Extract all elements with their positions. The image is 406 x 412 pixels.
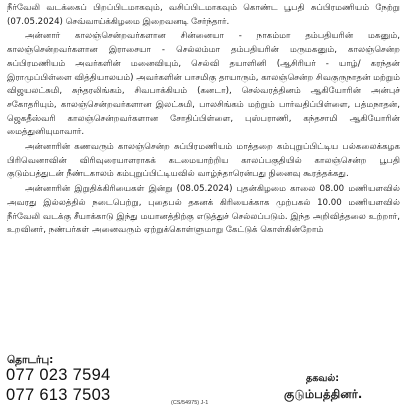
reference-code: (CS/54975) J-1: [171, 400, 209, 406]
source-name: குடும்பத்தினர்.: [284, 387, 363, 401]
obituary-notice: [7, 2, 400, 238]
contact-phone-1: 077 023 7594: [6, 366, 111, 384]
notice-paragraph-remembrance: அன்னாரின் கணவரும் காலஞ்சென்ற சுப்பிரமணியம் மாத்தறை கம்புறுப்பிட்டிய பல்கலைக்கழக பிரிவெனாவின் விரிவுரையாளராகக் கடமையாற்றிய காலப்பகுதியில் காலஞ்சென்ற பூபதி குடும்பத்துடன் நீண்டகாலம் கம்புறுப்பிட்டியவில் வாழ்ந்தாரென்பது நினைவு கூரத்தக்கது.: [7, 142, 400, 180]
contact-label: தொடர்பு:: [7, 354, 54, 366]
source-label: தகவல்:: [306, 373, 340, 384]
contact-phone-2: 077 613 7503: [6, 386, 111, 404]
notice-paragraph-death-announcement: நீர்வேலி வடக்கைப் பிறப்பிடமாகவும், வசிப்பிடமாகவும் கொண்ட பூபதி சுப்பிரமணியம் நேற்று (07.05.2024) செவ்வாய்க்கிழமை இறைவனடி சேர்ந்தார்.: [7, 3, 400, 27]
notice-footer: [0, 354, 406, 412]
notice-paragraph-family: அன்னார் காலஞ்சென்றவர்களான சின்னையா - நாகம்மா தம்பதியரின் மகனும், காலஞ்சென்றவர்களான இராசையா - செல்லம்மா தம்பதியரின் மருமகனும், காலஞ்சென்ற சுப்பிரமணியம் அவர்களின் மனைவியும், செல்வி தயாளினி (ஆசிரியர் - யாழ்/ கரந்தன் இராமுப்பிள்ளை வித்தியாலயம்) அவர்களின் பாசமிகு தாயாரும், காலஞ்சென்ற சிவகுருநாதன் மற்றும் விஜயலட்சுமி, சுந்தரலிங்கம், சிவபாக்கியம் (கனடா), செல்வரத்தினம் ஆகியோரின் அன்புச் சகோதரியும், காலஞ்சென்றவர்களான இலட்சுமி, பாலசிங்கம் மற்றும் பார்வதிப்பிள்ளை, பத்மநாதன், ஜெகதீஸ்வரி காலஞ்சென்றவர்களான சோதிப்பிள்ளை, புஸ்பராணி, கந்தசாமி ஆகியோரின் மைத்துனியுமாவார்.: [7, 31, 401, 138]
notice-paragraph-funeral-details: அன்னாரின் இறுதிக்கிரியைகள் இன்று (08.05.2024) புதன்கிழமை காலை 08.00 மணியளவில் அவரது இல்லத்தில் நடைபெற்று, புதைபல் தகனக் கிரியைக்காக முற்பகல் 10.00 மணியளவில் நீர்வேலி வடக்கு சீயாக்காடு இந்து மயானத்திற்கு எடுத்துச் செல்லப்படும். இந்த அறிவித்தலை உற்றார், உறவினர், நண்பர்கள் அனைவரும் ஏற்றுக்கொள்ளுமாறு கேட்டுக் கொள்கின்றோம்: [7, 184, 400, 236]
